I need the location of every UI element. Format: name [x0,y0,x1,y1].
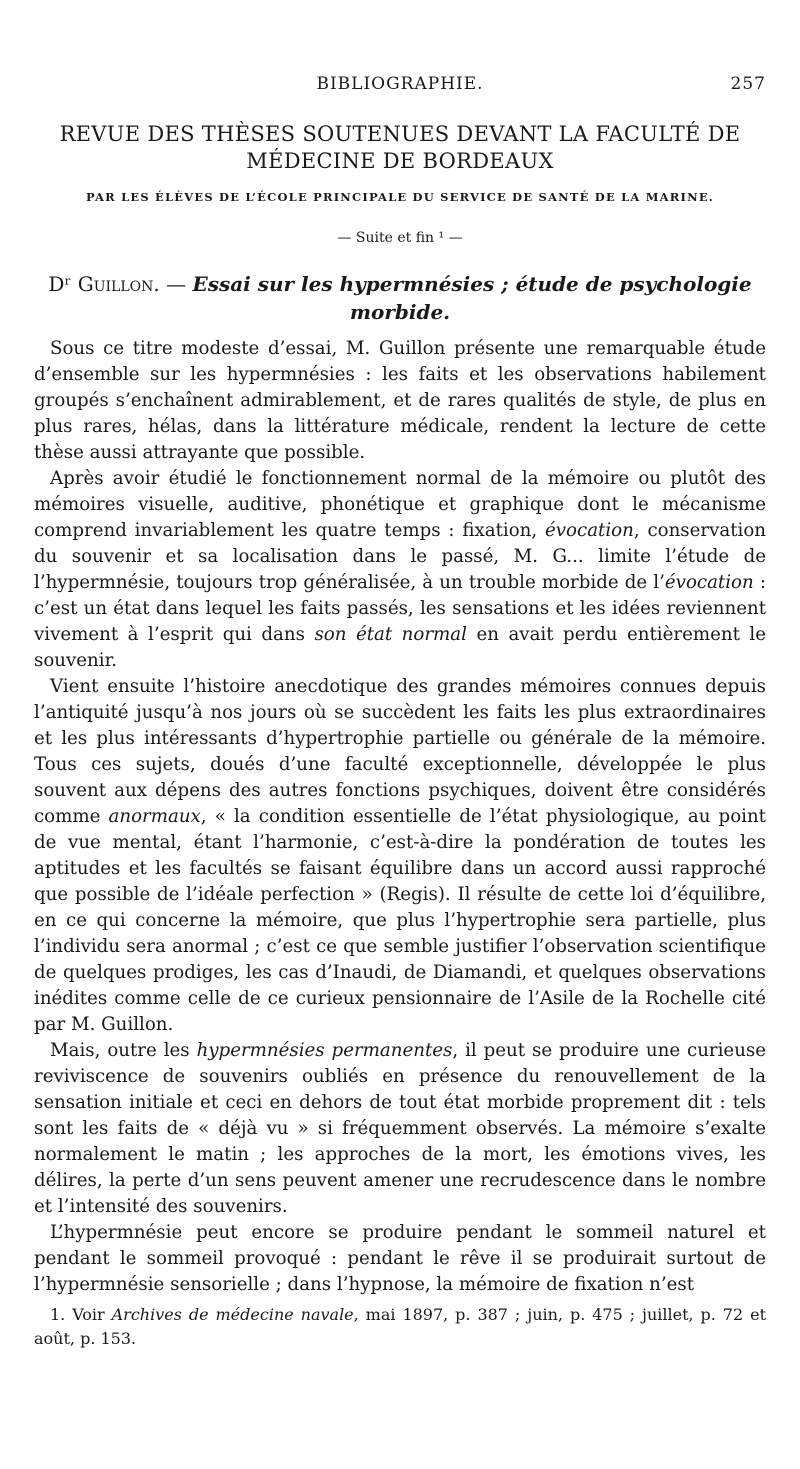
review-by-line: PAR LES ÉLÈVES DE L’ÉCOLE PRINCIPALE DU SERVICE DE SANTÉ DE LA MARINE. [85,190,715,204]
paragraph-2-italic: son état normal [314,624,467,645]
footnote-text: 1. Voir [50,1305,112,1324]
footnote-1 [34,1303,766,1351]
paragraph-2-italic: évocation [545,520,634,541]
running-head-title: BIBLIOGRAPHIE. [316,74,484,94]
paragraph-5: L’hypermnésie peut encore se produire pendant le sommeil naturel et pendant le sommeil provoqué : pendant le rêve il se produirait surtout de l’hypermnésie sensorielle ; dans l’hypnose, la mémoire de fixation n’est [34,1222,766,1295]
continuation-note: — Suite et fin ¹ — [337,230,463,246]
entry-work-title: Essai sur les hypermnésies ; étude de psychologie morbide. [192,272,752,324]
page-number: 257 [730,74,766,94]
paragraph-4-text: , il peut se produire une curieuse reviviscence de souvenirs oubliés en présence du renouvellement de la sensation initiale et ceci en dehors de tout état morbide proprement dit : tels sont les faits de « déjà vu » si fréquemment observés. La mémoire s’exalte normalement le matin ; les approches de la mort, les émotions vives, les délires, la perte d’un sens peuvent amener une recrudescence dans le nombre et l’intensité des souvenirs. [34,1040,766,1217]
paragraph-4 [34,1038,766,1220]
paragraph-2-text: en avait perdu entièrement le souvenir. [34,624,766,671]
paragraph-3 [34,674,766,1038]
paragraph-2-text: Après avoir étudié le fonctionnement normal de la mémoire ou plutôt des mémoires visuelle, auditive, phonétique et graphique dont le mécanisme comprend invariablement les quatre temps : fixation, [34,468,766,541]
footnote-italic: Archives de médecine navale [111,1305,354,1324]
paragraph-4-text: Mais, outre les [50,1040,197,1061]
paragraph-1: Sous ce titre modeste d’essai, M. Guillon présente une remarquable étude d’ensemble sur les hypermnésies : les faits et les observations habilement groupés s’enchaînent admirablement, et de rares qualités de style, de plus en plus rares, hélas, dans la littérature médicale, rendent la lecture de cette thèse aussi attrayante que possible. [34,338,766,463]
footnote-text: , mai 1897, p. 387 ; juin, p. 475 ; juillet, p. 72 et août, p. 153. [34,1305,767,1348]
running-head [34,74,766,102]
paragraph-2 [34,466,766,674]
paragraph-3-text: Vient ensuite l’histoire anecdotique des grandes mémoires connues depuis l’antiquité jusqu’à nos jours où se succèdent les faits les plus extraordinaires et les plus intéressants d’hypertrophie partielle ou générale de la mémoire. Tous ces sujets, doués d’une faculté exceptionnelle, développée le plus souvent aux dépens des autres fonctions psychiques, doivent être considérés comme [34,676,766,827]
paragraph-2-text: , conservation du souvenir et sa localisation dans le passé, M. G... limite l’étude de l’hypermnésie, toujours trop généralisée, à un trouble morbide de l’ [34,520,766,593]
review-body [34,336,766,1298]
paragraph-3-text: , « la condition essentielle de l’état physiologique, au point de vue mental, étant l’harmonie, c’est-à-dire la pondération de toutes les aptitudes et les facultés se faisant équilibre dans un accord aussi rapproché que possible de l’idéale perfection » (Regis). Il résulte de cette loi d’équilibre, en ce qui concerne la mémoire, que plus l’hypertrophie sera partielle, plus l’individu sera anormal ; c’est ce que semble justifier l’observation scientifique de quelques prodiges, les cas d’Inaudi, de Diamandi, et quelques observations inédites comme celle de ce curieux pensionnaire de l’Asile de la Rochelle cité par M. Guillon. [34,806,766,1035]
footnote [34,1303,766,1351]
paragraph-2-text: : c’est un état dans lequel les faits passés, les sensations et les idées reviennent vivement à l’esprit qui dans [34,572,766,645]
paragraph-3-italic: anormaux [108,806,201,827]
paragraph-2-italic: évocation [664,572,754,593]
entry-dash: — [159,272,193,296]
paragraph-4-italic: hypermnésies permanentes [196,1040,453,1061]
review-title: REVUE DES THÈSES SOUTENUES DEVANT LA FACULTÉ DE MÉDECINE DE BORDEAUX [59,122,741,173]
entry-author: Dʳ Guillon. [48,272,160,296]
entry-heading [34,270,766,326]
